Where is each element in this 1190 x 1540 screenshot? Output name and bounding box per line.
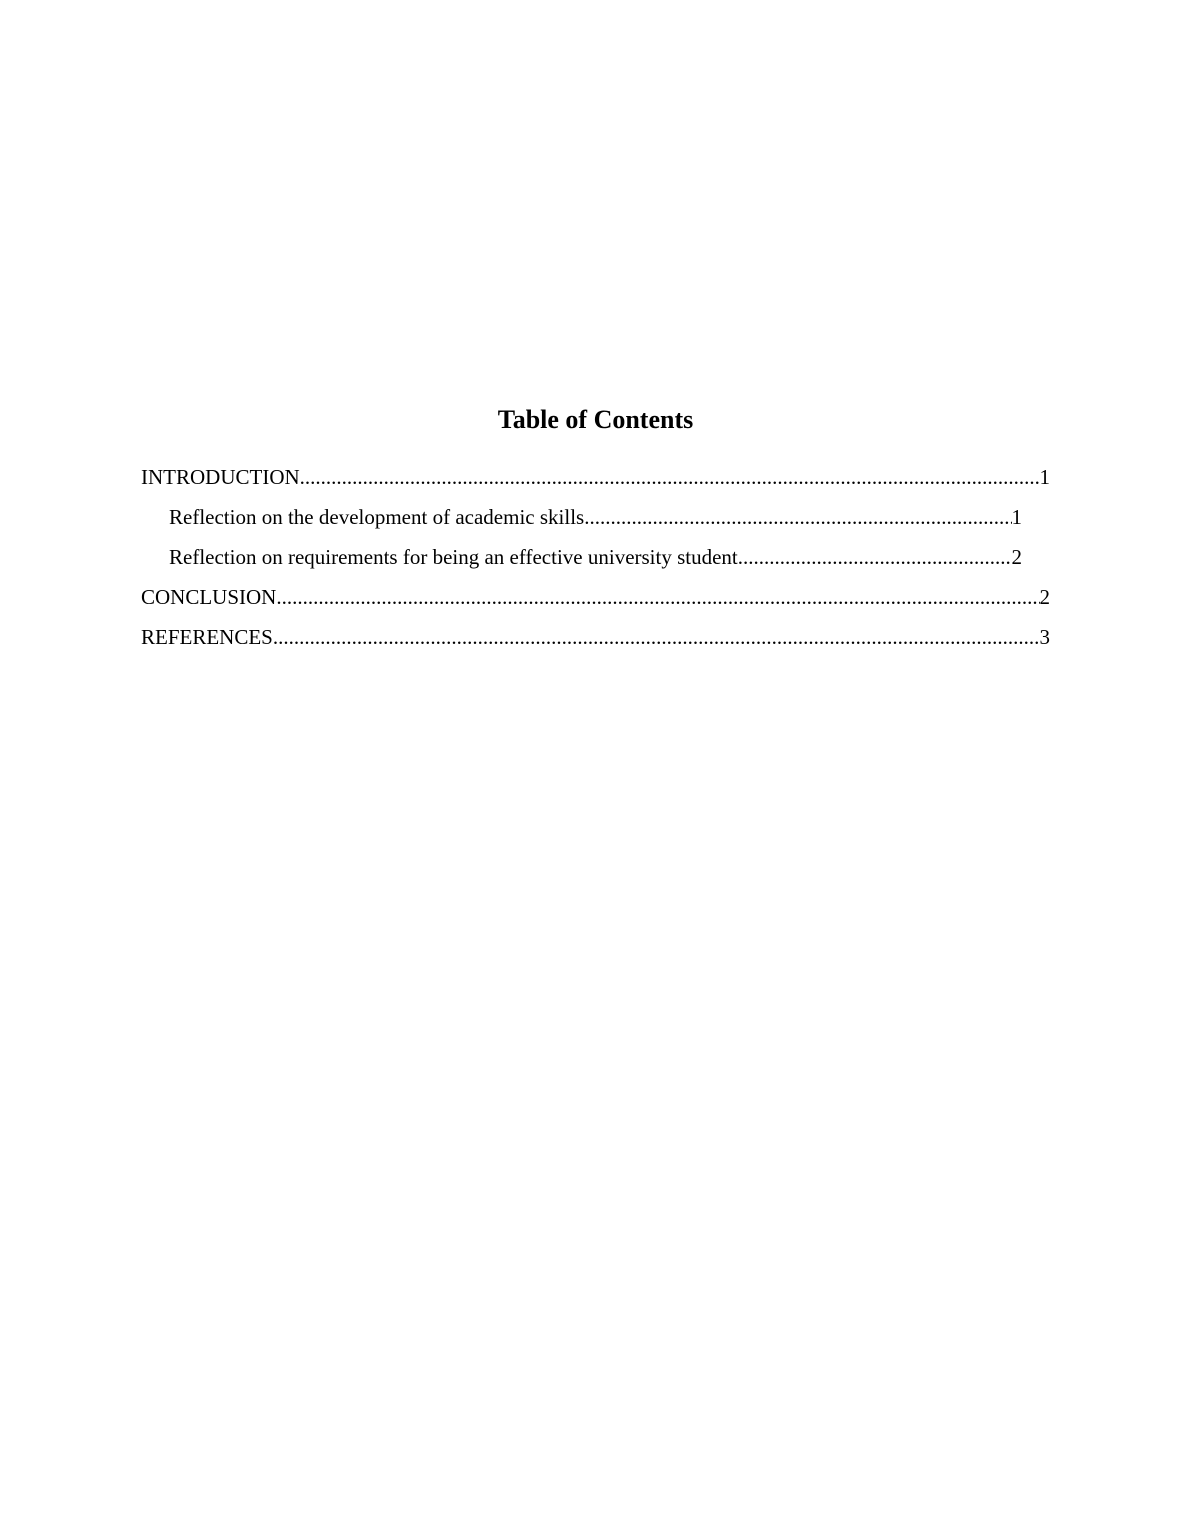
- toc-page-number: 1: [1039, 465, 1050, 489]
- toc-entry-label: INTRODUCTION: [141, 465, 300, 489]
- table-of-contents: [141, 400, 1050, 657]
- toc-entry-references[interactable]: [141, 617, 1050, 657]
- toc-dot-leader: [300, 457, 1040, 497]
- toc-entry-conclusion[interactable]: [141, 577, 1050, 617]
- toc-page-number: 2: [1039, 585, 1050, 609]
- toc-list: [141, 457, 1050, 657]
- toc-entry-label: REFERENCES: [141, 625, 273, 649]
- toc-dot-leader: [738, 537, 1012, 577]
- toc-page-number: 1: [1011, 505, 1022, 529]
- toc-title: Table of Contents: [497, 405, 694, 434]
- toc-entry-introduction[interactable]: [141, 457, 1050, 497]
- toc-entry-effective-student[interactable]: [141, 537, 1022, 577]
- toc-entry-label: CONCLUSION: [141, 585, 277, 609]
- toc-entry-label: Reflection on the development of academic skills: [169, 505, 585, 529]
- toc-page-number: 2: [1011, 545, 1022, 569]
- toc-page-number: 3: [1039, 625, 1050, 649]
- toc-dot-leader: [584, 497, 1011, 537]
- toc-dot-leader: [273, 617, 1040, 657]
- toc-dot-leader: [276, 577, 1039, 617]
- toc-entry-label: Reflection on requirements for being an effective university student: [169, 545, 738, 569]
- toc-entry-academic-skills[interactable]: [141, 497, 1022, 537]
